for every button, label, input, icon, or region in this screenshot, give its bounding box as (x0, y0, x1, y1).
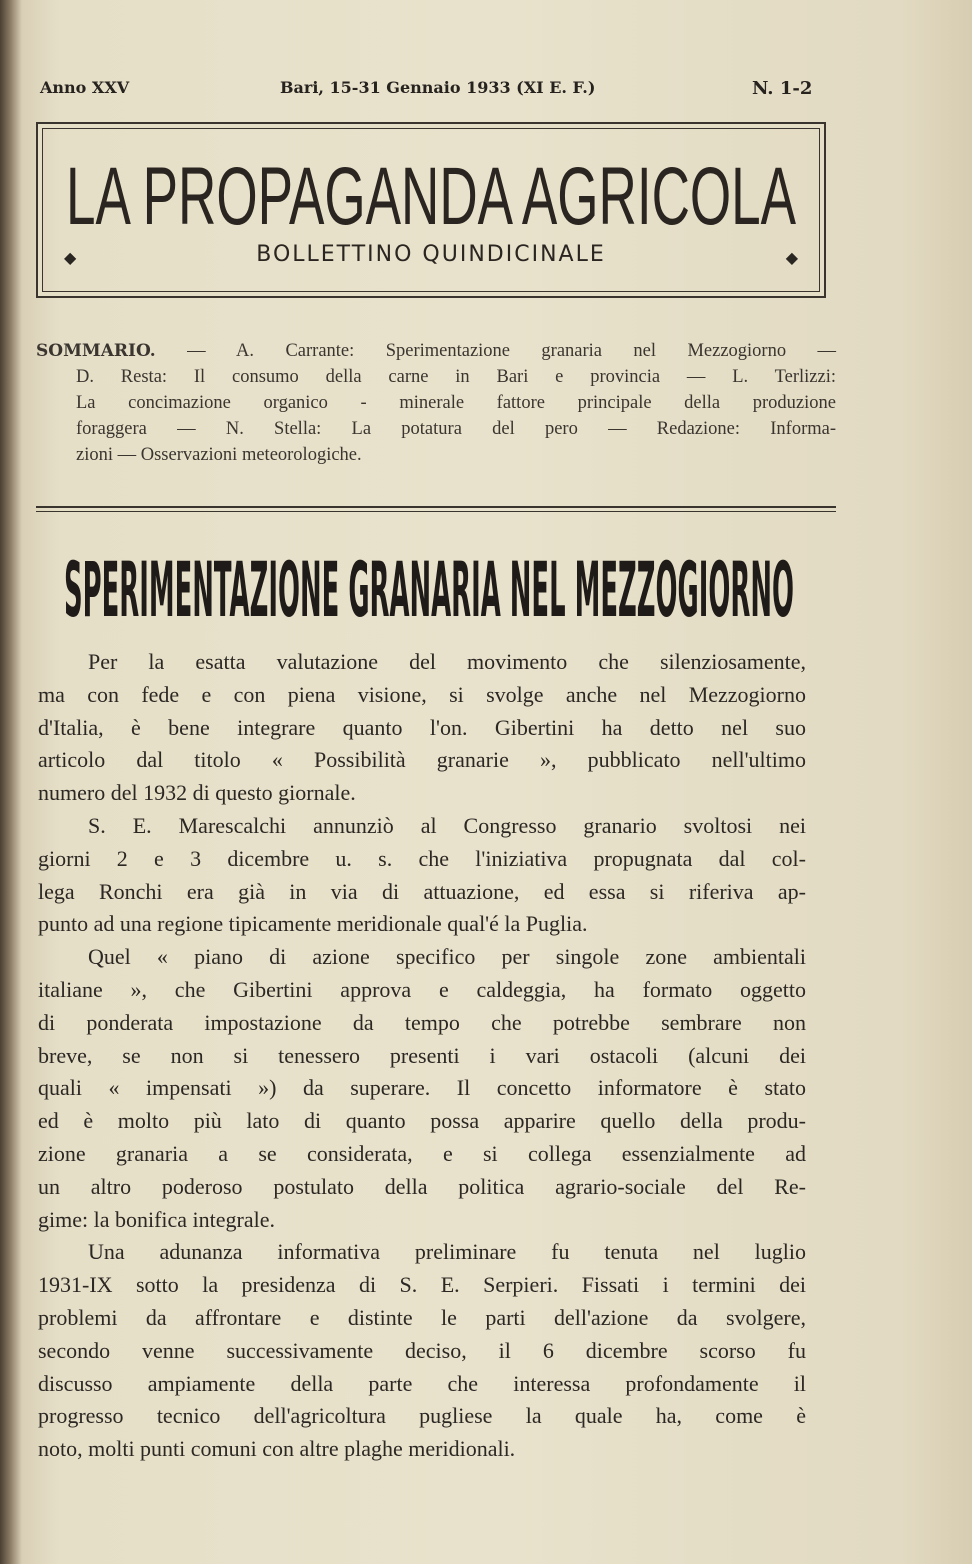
article-line: zione granaria a se considerata, e si collega essenzialmente ad (38, 1140, 806, 1166)
article-headline-text: SPERIMENTAZIONE GRANARIA NEL MEZZOGIORNO (64, 548, 794, 624)
article-line: ed è molto più lato di quanto possa apparire quello della produ- (38, 1108, 806, 1134)
publication-subtitle: BOLLETTINO QUINDICINALE (256, 242, 606, 267)
divider (36, 511, 836, 512)
article-line: Quel « piano di azione specifico per singole zone ambientali (88, 944, 806, 970)
summary-line: D. Resta: Il consumo della carne in Bari e provincia — L. Terlizzi: (76, 367, 836, 387)
publication-title (66, 144, 796, 234)
article-line: ma con fede e con piena visione, si svolge anche nel Mezzogiorno (38, 681, 806, 707)
summary-text: — A. Carrante: Sperimentazione granaria nel Mezzogiorno — (187, 341, 837, 361)
summary-line (36, 338, 836, 364)
article-line: Per la esatta valutazione del movimento che silenziosamente, (88, 649, 806, 674)
article-line: un altro poderoso postulato della politica agrario-sociale del Re- (38, 1173, 806, 1199)
diamond-ornament-icon: ◆ (64, 250, 77, 267)
article-line: breve, se non si tenessero presenti i vari ostacoli (alcuni dei (38, 1042, 806, 1068)
article-line: secondo venne successivamente deciso, il 6 dicembre scorso fu (38, 1337, 806, 1363)
article-line: progresso tecnico dell'agricoltura pugliese la quale ha, come è (38, 1403, 806, 1429)
article-line: articolo dal titolo « Possibilità granarie », pubblicato nell'ultimo (38, 747, 806, 773)
summary (36, 338, 836, 468)
summary-line: zioni — Osservazioni meteorologiche. (76, 445, 362, 465)
article-line: numero del 1932 di questo giornale. (38, 780, 356, 806)
article-line: quali « impensati ») da superare. Il concetto informatore è stato (38, 1075, 806, 1101)
article-line: Una adunanza informativa preliminare fu tenuta nel luglio (88, 1239, 806, 1265)
article-line: gime: la bonifica integrale. (38, 1206, 276, 1232)
article-headline (64, 548, 796, 624)
article-line: 1931-IX sotto la presidenza di S. E. Serpieri. Fissati i termini dei (38, 1272, 806, 1298)
article-line: italiane », che Gibertini approva e caldeggia, ha formato oggetto (38, 976, 806, 1002)
article-line: punto ad una regione tipicamente meridionale qual'é la Puglia. (38, 911, 588, 937)
issue-date: Bari, 15-31 Gennaio 1933 (XI E. F.) (280, 78, 596, 97)
publication-title-text: LA PROPAGANDA AGRICOLA (66, 151, 796, 234)
diamond-ornament-icon: ◆ (785, 250, 798, 267)
article-line: d'Italia, è bene integrare quanto l'on. Gibertini ha detto nel suo (38, 714, 806, 740)
article-body (38, 646, 806, 1466)
article-line: giorni 2 e 3 dicembre u. s. che l'iniziativa propugnata dal col- (38, 845, 806, 871)
volume-year: Anno XXV (40, 78, 130, 97)
article-line: di ponderata impostazione da tempo che potrebbe sembrare non (38, 1009, 806, 1035)
summary-line: La concimazione organico - minerale fattore principale della produzione (76, 393, 836, 413)
article-line: S. E. Marescalchi annunziò al Congresso granario svoltosi nei (88, 812, 806, 838)
article-line: problemi da affrontare e distinte le parti dell'azione da svolgere, (38, 1304, 806, 1330)
summary-line: foraggera — N. Stella: La potatura del pero — Redazione: Informa- (76, 419, 836, 439)
article-line: noto, molti punti comuni con altre plaghe meridionali. (38, 1436, 516, 1462)
article-line: discusso ampiamente della parte che interessa profondamente il (38, 1370, 806, 1396)
summary-label: SOMMARIO. (36, 341, 156, 361)
issue-number: N. 1-2 (752, 78, 813, 99)
article-line: lega Ronchi era già in via di attuazione, ed essa si riferiva ap- (38, 878, 806, 904)
masthead-banner (36, 122, 826, 298)
divider (36, 506, 836, 508)
